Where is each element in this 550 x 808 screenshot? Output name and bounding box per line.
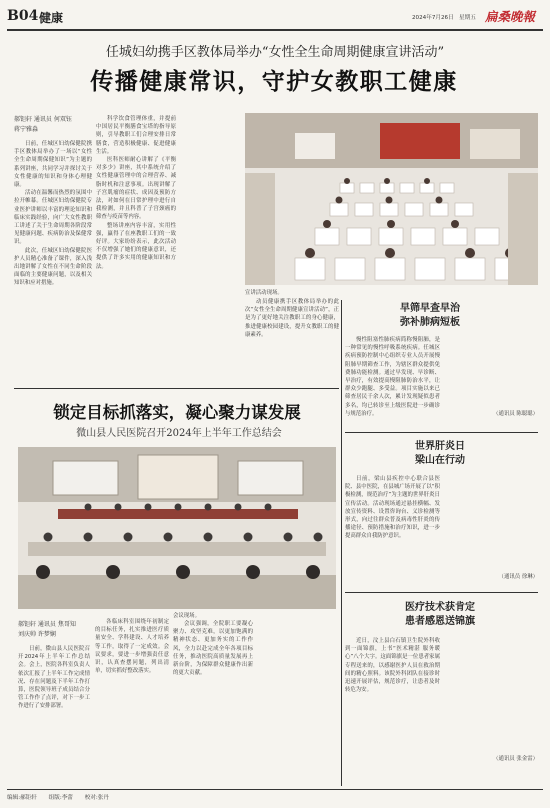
- footer-rule: [7, 789, 543, 790]
- main-column-2: [96, 115, 176, 385]
- issue-weekday: 星期五: [459, 15, 476, 21]
- footer-editor: 编辑:郝钜轩: [7, 795, 37, 801]
- newspaper-masthead: 扁桑晚報: [485, 9, 536, 24]
- aside3-title: 医疗技术获肯定 患者感恩送锦旗: [405, 602, 475, 627]
- paragraph: 科学饮食管理体重，并提前中国居民平衡膳食宝塔的指导原则，引导教职工们合理安排日常膳食，营造积极健康、促进健康生活。: [96, 116, 176, 155]
- meeting-illustration: [18, 447, 336, 609]
- paragraph: 日前，任城区妇幼保健院携手区教体局举办了一场以“女性全生命周期保健知识”为主题的系列讲座，共同学习并探讨关于女性健康的知识和身体心理健康。: [14, 141, 92, 189]
- column-divider: [341, 300, 342, 786]
- aside3-byline: （通讯员 张金雷）: [493, 756, 538, 762]
- main-column-3: [180, 115, 238, 385]
- aside2-byline: （通讯员 徐琳）: [498, 574, 538, 580]
- lower-subhead: 微山县人民医院召开2024年上半年工作总结会: [76, 428, 282, 439]
- aside1-column-2: [445, 336, 538, 428]
- main-kicker: 任城妇幼携手区教体局举办“女性全生命周期健康宣讲活动”: [105, 45, 445, 60]
- footer-proof: 校对:张丹: [84, 795, 109, 801]
- aside2-title: 世界肝炎日 梁山在行动: [415, 441, 465, 466]
- meeting-photo: [18, 447, 336, 609]
- aside1-title: 早筛早查早治 弥补肺病短板: [400, 303, 460, 328]
- paragraph: 此次，任城区妇幼保健院医护人员精心准备了课件，深入浅出地讲解了女性在不同生命阶段面临的主要健康问题，以及相关知识和应对措施。: [14, 247, 92, 287]
- header-rule: [7, 29, 543, 31]
- main-byline: 郝钜轩 通讯员 何双钰 蒋宁雅淼: [14, 116, 72, 133]
- main-headline: 传播健康常识，守护女教职工健康: [90, 68, 458, 95]
- footer-art: 组版:李蕾: [48, 795, 73, 801]
- paragraph: 整场讲座内容丰富，实用性强，赢得了在座教职工们的一致好评。大家纷纷表示，此次活动不仅增强了她们的健康意识，还提供了许多实用的健康知识和方法。: [96, 222, 176, 270]
- page-code: B04: [7, 8, 39, 24]
- issue-date: 2024年7月26日: [412, 15, 454, 21]
- footer-credits: [7, 793, 109, 801]
- paragraph: 活动在温馨而热烈的氛围中拉开帷幕。任城区妇幼保健院专业医护讲师以丰富的理论知识和临床实践经验，向广大女性教职工讲述了关于生命周期各阶段常见健康问题、疾病防治及保健常识。: [14, 190, 92, 246]
- main-photo: [245, 113, 538, 285]
- aside2-column-2: [445, 475, 538, 585]
- section-rule: [14, 388, 339, 389]
- aside2-column-1: 日前，梁山县疾控中心联合县医院、县中医院，在县城广场开展了以“积极检测，规范治疗”为主题的世界肝炎日宣传活动。活动现场通过悬挂横幅、发放宣传资料、设置咨询台、义诊检测等形式，向过往群众普及病毒性肝炎的传播途径、预防措施和治疗知识，进一步提高群众自我防护意识。: [345, 476, 440, 540]
- main-photo-caption: 宣讲活动现场。: [245, 290, 283, 296]
- lower-byline: 郝钜轩 通讯员 焦哥知 刘庆帅 许梦娴: [18, 621, 76, 638]
- lecture-hall-illustration: [245, 113, 538, 285]
- aside3-column-1: 近日，汶上县白石镇卫生院外科收到一面锦旗，上书“医术精湛 服务暖心”八个大字。这面锦旗是一位患者家属专程送来的，以感谢医护人员在救治期间的精心照料。该院外科团队在接诊时迅速开展评估，规范诊疗，让患者及时转危为安。: [345, 638, 440, 694]
- paragraph: 医科医师耐心讲解了《平衡对多少》讲座，其中系统介绍了女性健康管理中的合理营养、减脂时机和注意事项。出现讲解了子宫肌瘤的症状、成因及预防方法，对如何在日常护理中进行自我检测，并且科普了子宫颈癌的筛查与疫苗等内容。: [96, 157, 176, 221]
- aside-rule-1: [345, 432, 538, 433]
- page-header: [7, 6, 543, 28]
- aside1-column-1: 慢性阻塞性肺疾病简称慢阻肺，是一种常见的慢性呼吸系统疾病。任城区疾病预防控制中心组织专业人员开展慢阻肺早期筛查工作，为辖区群众提供免费肺功能检测。通过早发现、早诊断、早治疗，有效提高慢阻肺防治水平，让群众少跑腿、多受益。项目实施以来已筛查居民千余人次，累计发现疑似患者多名，均已转诊至上级医院进一步确诊与规范治疗。: [345, 337, 440, 417]
- main-column-1: [14, 140, 92, 385]
- aside1-byline: （通讯员 陈聪聪）: [493, 411, 538, 417]
- aside-rule-2: [345, 592, 538, 593]
- lower-column-1: 日前，微山县人民医院召开2024年上半年工作总结会。会上，医院各科室负责人依次汇报了上半年工作完成情况、存在问题及下半年工作打算，医院领导班子成员结合分管工作作了点评，对下一步工作进行了安排部署。: [18, 646, 90, 710]
- lower-column-2: 各临床科室围绕年初制定的目标任务，扎实推进医疗质量安全、学科建设、人才培养等工作，取得了一定成效。会议要求，要进一步增强责任意识，认真查摆问题，列出清单，切实抓好整改落实。: [95, 619, 169, 675]
- lower-column-3: 会议强调，全院职工要凝心聚力、攻坚克难，以更加饱满的精神状态、更加务实的工作作风，全力以赴完成全年各项目标任务，推动医院高质量发展再上新台阶，为保障群众健康作出新的更大贡献。: [173, 621, 253, 677]
- section-name: 健康: [39, 11, 64, 25]
- lower-headline: 锁定目标抓落实，凝心聚力谋发展: [53, 403, 301, 422]
- lower-photo-caption: 会议现场。: [173, 613, 200, 619]
- main-column-3-text: 动员健康携手区教体局举办的此次“女性全生命周期健康宣讲活动”，正是为了更好地关注教职工的身心健康，推进健康校园建设，提升女教职工的健康素养。: [245, 299, 339, 338]
- aside3-column-2: [445, 637, 538, 781]
